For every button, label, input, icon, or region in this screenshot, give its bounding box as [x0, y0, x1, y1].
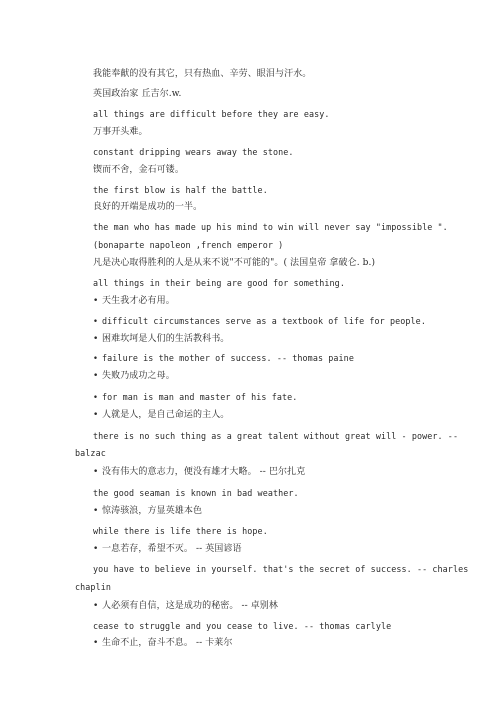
bullet-item: • 天生我才必有用。 — [93, 295, 175, 307]
text-line: 锲而不舍，金石可镂。 — [93, 165, 185, 175]
bullet-item: • difficult circumstances serve as a textbook of life for people. — [93, 315, 426, 327]
bullet-item: • 惊涛骇浪，方显英雄本色 — [93, 505, 202, 517]
bullet-item: • 生命不止，奋斗不息。 -- 卡莱尔 — [93, 637, 233, 649]
bullet-item: • 一息若存，希望不灭。 -- 英国谚语 — [93, 543, 242, 555]
text-line: constant dripping wears away the stone. — [93, 147, 294, 157]
text-line: 万事开头难。 — [93, 127, 148, 137]
bullet-item: • for man is man and master of his fate. — [93, 391, 297, 403]
bullet-item: • 没有伟大的意志力，便没有雄才大略。 -- 巴尔扎克 — [93, 466, 305, 478]
text-line: 英国政治家 丘吉尔.w. — [93, 89, 182, 99]
text-line: 凡是决心取得胜利的人是从来不说"不可能的"。( 法国皇帝 拿破仑. b.) — [93, 258, 376, 268]
text-line: the man who has made up his mind to win will never say "impossible ". — [93, 222, 448, 232]
text-line: balzac — [75, 448, 106, 458]
text-line: you have to believe in yourself. that's the secret of success. -- charles — [93, 564, 469, 574]
text-line: 我能奉献的没有其它，只有热血、辛劳、眼泪与汗水。 — [93, 69, 312, 79]
text-line: there is no such thing as a great talent without great will - power. -- — [93, 431, 459, 441]
text-line: while there is life there is hope. — [93, 526, 268, 536]
text-line: (bonaparte napoleon ,french emperor ) — [93, 240, 284, 250]
text-line: all things in their being are good for something. — [93, 278, 345, 288]
text-line: cease to struggle and you cease to live. -- thomas carlyle — [93, 621, 392, 631]
text-line: 良好的开端是成功的一半。 — [93, 202, 203, 212]
text-line: chaplin — [75, 582, 111, 592]
bullet-item: • 失败乃成功之母。 — [93, 370, 175, 382]
text-line: the first blow is half the battle. — [93, 185, 268, 195]
text-line: all things are difficult before they are easy. — [93, 109, 330, 119]
bullet-item: • failure is the mother of success. -- thomas paine — [93, 352, 354, 364]
bullet-item: • 人就是人，是自己命运的主人。 — [93, 409, 229, 421]
bullet-item: • 困难坎坷是人们的生活教科书。 — [93, 333, 229, 345]
text-line: the good seaman is known in bad weather. — [93, 488, 299, 498]
bullet-item: • 人必须有自信，这是成功的秘密。 -- 卓别林 — [93, 600, 278, 612]
